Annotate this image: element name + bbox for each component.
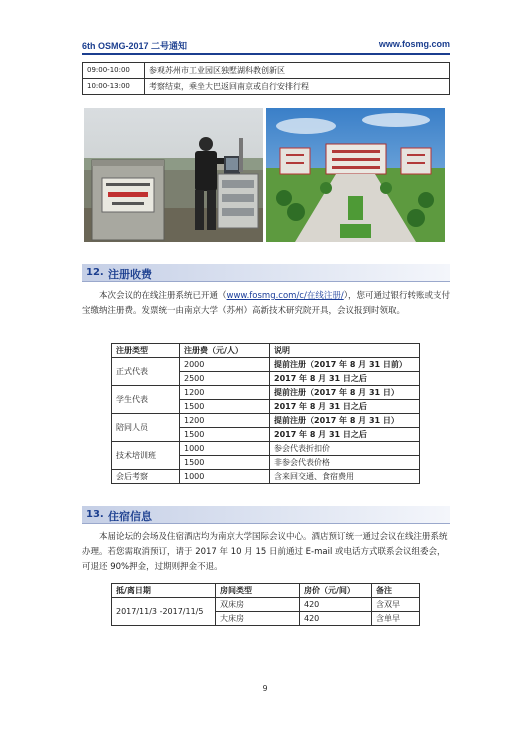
- room-note: 含单早: [372, 612, 420, 626]
- column-header: 抵/离日期: [112, 584, 216, 598]
- fee-amount: 1500: [180, 400, 270, 414]
- column-header: 注册类型: [112, 344, 180, 358]
- column-header: 备注: [372, 584, 420, 598]
- page-number: 9: [262, 684, 268, 693]
- fee-amount: 1500: [180, 456, 270, 470]
- fee-table: [111, 343, 420, 484]
- fee-amount: 1500: [180, 428, 270, 442]
- column-header: 注册费（元/人）: [180, 344, 270, 358]
- schedule-time: 09:00-10:00: [83, 63, 145, 79]
- fee-note: 参会代表折扣价: [270, 442, 420, 456]
- registration-paragraph: [82, 289, 454, 319]
- fee-type: 学生代表: [112, 386, 180, 414]
- table-row: [83, 63, 450, 79]
- room-note: 含双早: [372, 598, 420, 612]
- fee-amount: 2500: [180, 372, 270, 386]
- fee-note-text: 提前注册（2017 年 8 月 31 日前）: [274, 359, 407, 369]
- fee-type: 陪同人员: [112, 414, 180, 442]
- fee-amount: 1000: [180, 442, 270, 456]
- header-title: [82, 39, 187, 52]
- schedule-desc: 参观苏州市工业园区独墅湖科教创新区: [145, 63, 450, 79]
- fee-note: [270, 414, 420, 428]
- registration-link[interactable]: www.fosmg.com/c/在线注册/: [226, 291, 344, 301]
- column-header: 房价（元/间）: [300, 584, 372, 598]
- table-row: [112, 358, 420, 372]
- schedule-time: 10:00-13:00: [83, 79, 145, 95]
- table-row: [83, 79, 450, 95]
- hotel-table: [111, 583, 420, 626]
- fee-note: 非参会代表价格: [270, 456, 420, 470]
- table-row: [112, 414, 420, 428]
- fee-type: 技术培训班: [112, 442, 180, 470]
- header-website[interactable]: www.fosmg.com: [378, 39, 450, 49]
- registration-text-before: 本次会议的在线注册系统已开通（: [99, 291, 227, 301]
- section-title: 注册收费: [108, 268, 152, 281]
- room-price: 420: [300, 598, 372, 612]
- table-header-row: [112, 344, 420, 358]
- room-price: 420: [300, 612, 372, 626]
- accommodation-paragraph: [82, 530, 454, 575]
- registration-text-after: ），您可通过银行转账或支付宝缴纳注册费。发票统一由南京大学（苏州）高新技术研究院开具，会议报到时领取。: [82, 291, 450, 316]
- fee-note-text: 提前注册（2017 年 8 月 31 日）: [274, 387, 399, 397]
- room-type: 双床房: [216, 598, 300, 612]
- header-rule: [82, 53, 450, 55]
- page-header: [82, 37, 450, 53]
- photo-monitoring-station: [84, 108, 263, 242]
- hotel-date-range: 2017/11/3 -2017/11/5: [112, 598, 216, 626]
- schedule-desc: 考察结束，乘坐大巴返回南京或自行安排行程: [145, 79, 450, 95]
- table-row: [112, 386, 420, 400]
- column-header: 说明: [270, 344, 420, 358]
- fee-amount: 2000: [180, 358, 270, 372]
- table-row: [112, 470, 420, 484]
- header-title-cn: 二号通知: [151, 41, 188, 51]
- fee-type: 正式代表: [112, 358, 180, 386]
- fee-amount: 1200: [180, 386, 270, 400]
- table-header-row: [112, 584, 420, 598]
- section-number: 12.: [86, 267, 104, 278]
- fee-note: [270, 386, 420, 400]
- room-type: 大床房: [216, 612, 300, 626]
- fee-note: [270, 428, 420, 442]
- section-heading-registration: [82, 264, 450, 282]
- fee-note-text: 2017 年 8 月 31 日之后: [274, 373, 367, 383]
- section-heading-accommodation: [82, 506, 450, 524]
- table-row: [112, 598, 420, 612]
- fee-type: 会后考察: [112, 470, 180, 484]
- fee-note: [270, 400, 420, 414]
- photo-campus-aerial: [266, 108, 445, 242]
- accommodation-text: 本届论坛的会场及住宿酒店均为南京大学国际会议中心。酒店预订统一通过会议在线注册系统办理。若您需取消预订，请于 2017 年 10 月 15 日前通过 E-mail 或电话方式联系会议组委会，可退还 90%押金，过期则押金不退。: [82, 532, 448, 572]
- fee-note-text: 提前注册（2017 年 8 月 31 日）: [274, 415, 399, 425]
- fee-note: [270, 372, 420, 386]
- fee-amount: 1000: [180, 470, 270, 484]
- header-title-prefix: 6th OSMG-2017: [82, 41, 152, 51]
- fee-amount: 1200: [180, 414, 270, 428]
- fee-note: 含来回交通、食宿费用: [270, 470, 420, 484]
- fee-note-text: 2017 年 8 月 31 日之后: [274, 401, 367, 411]
- fee-note: [270, 358, 420, 372]
- column-header: 房间类型: [216, 584, 300, 598]
- schedule-table: [82, 62, 450, 95]
- section-title: 住宿信息: [108, 510, 152, 523]
- section-number: 13.: [86, 509, 104, 520]
- table-row: [112, 442, 420, 456]
- fee-note-text: 2017 年 8 月 31 日之后: [274, 429, 367, 439]
